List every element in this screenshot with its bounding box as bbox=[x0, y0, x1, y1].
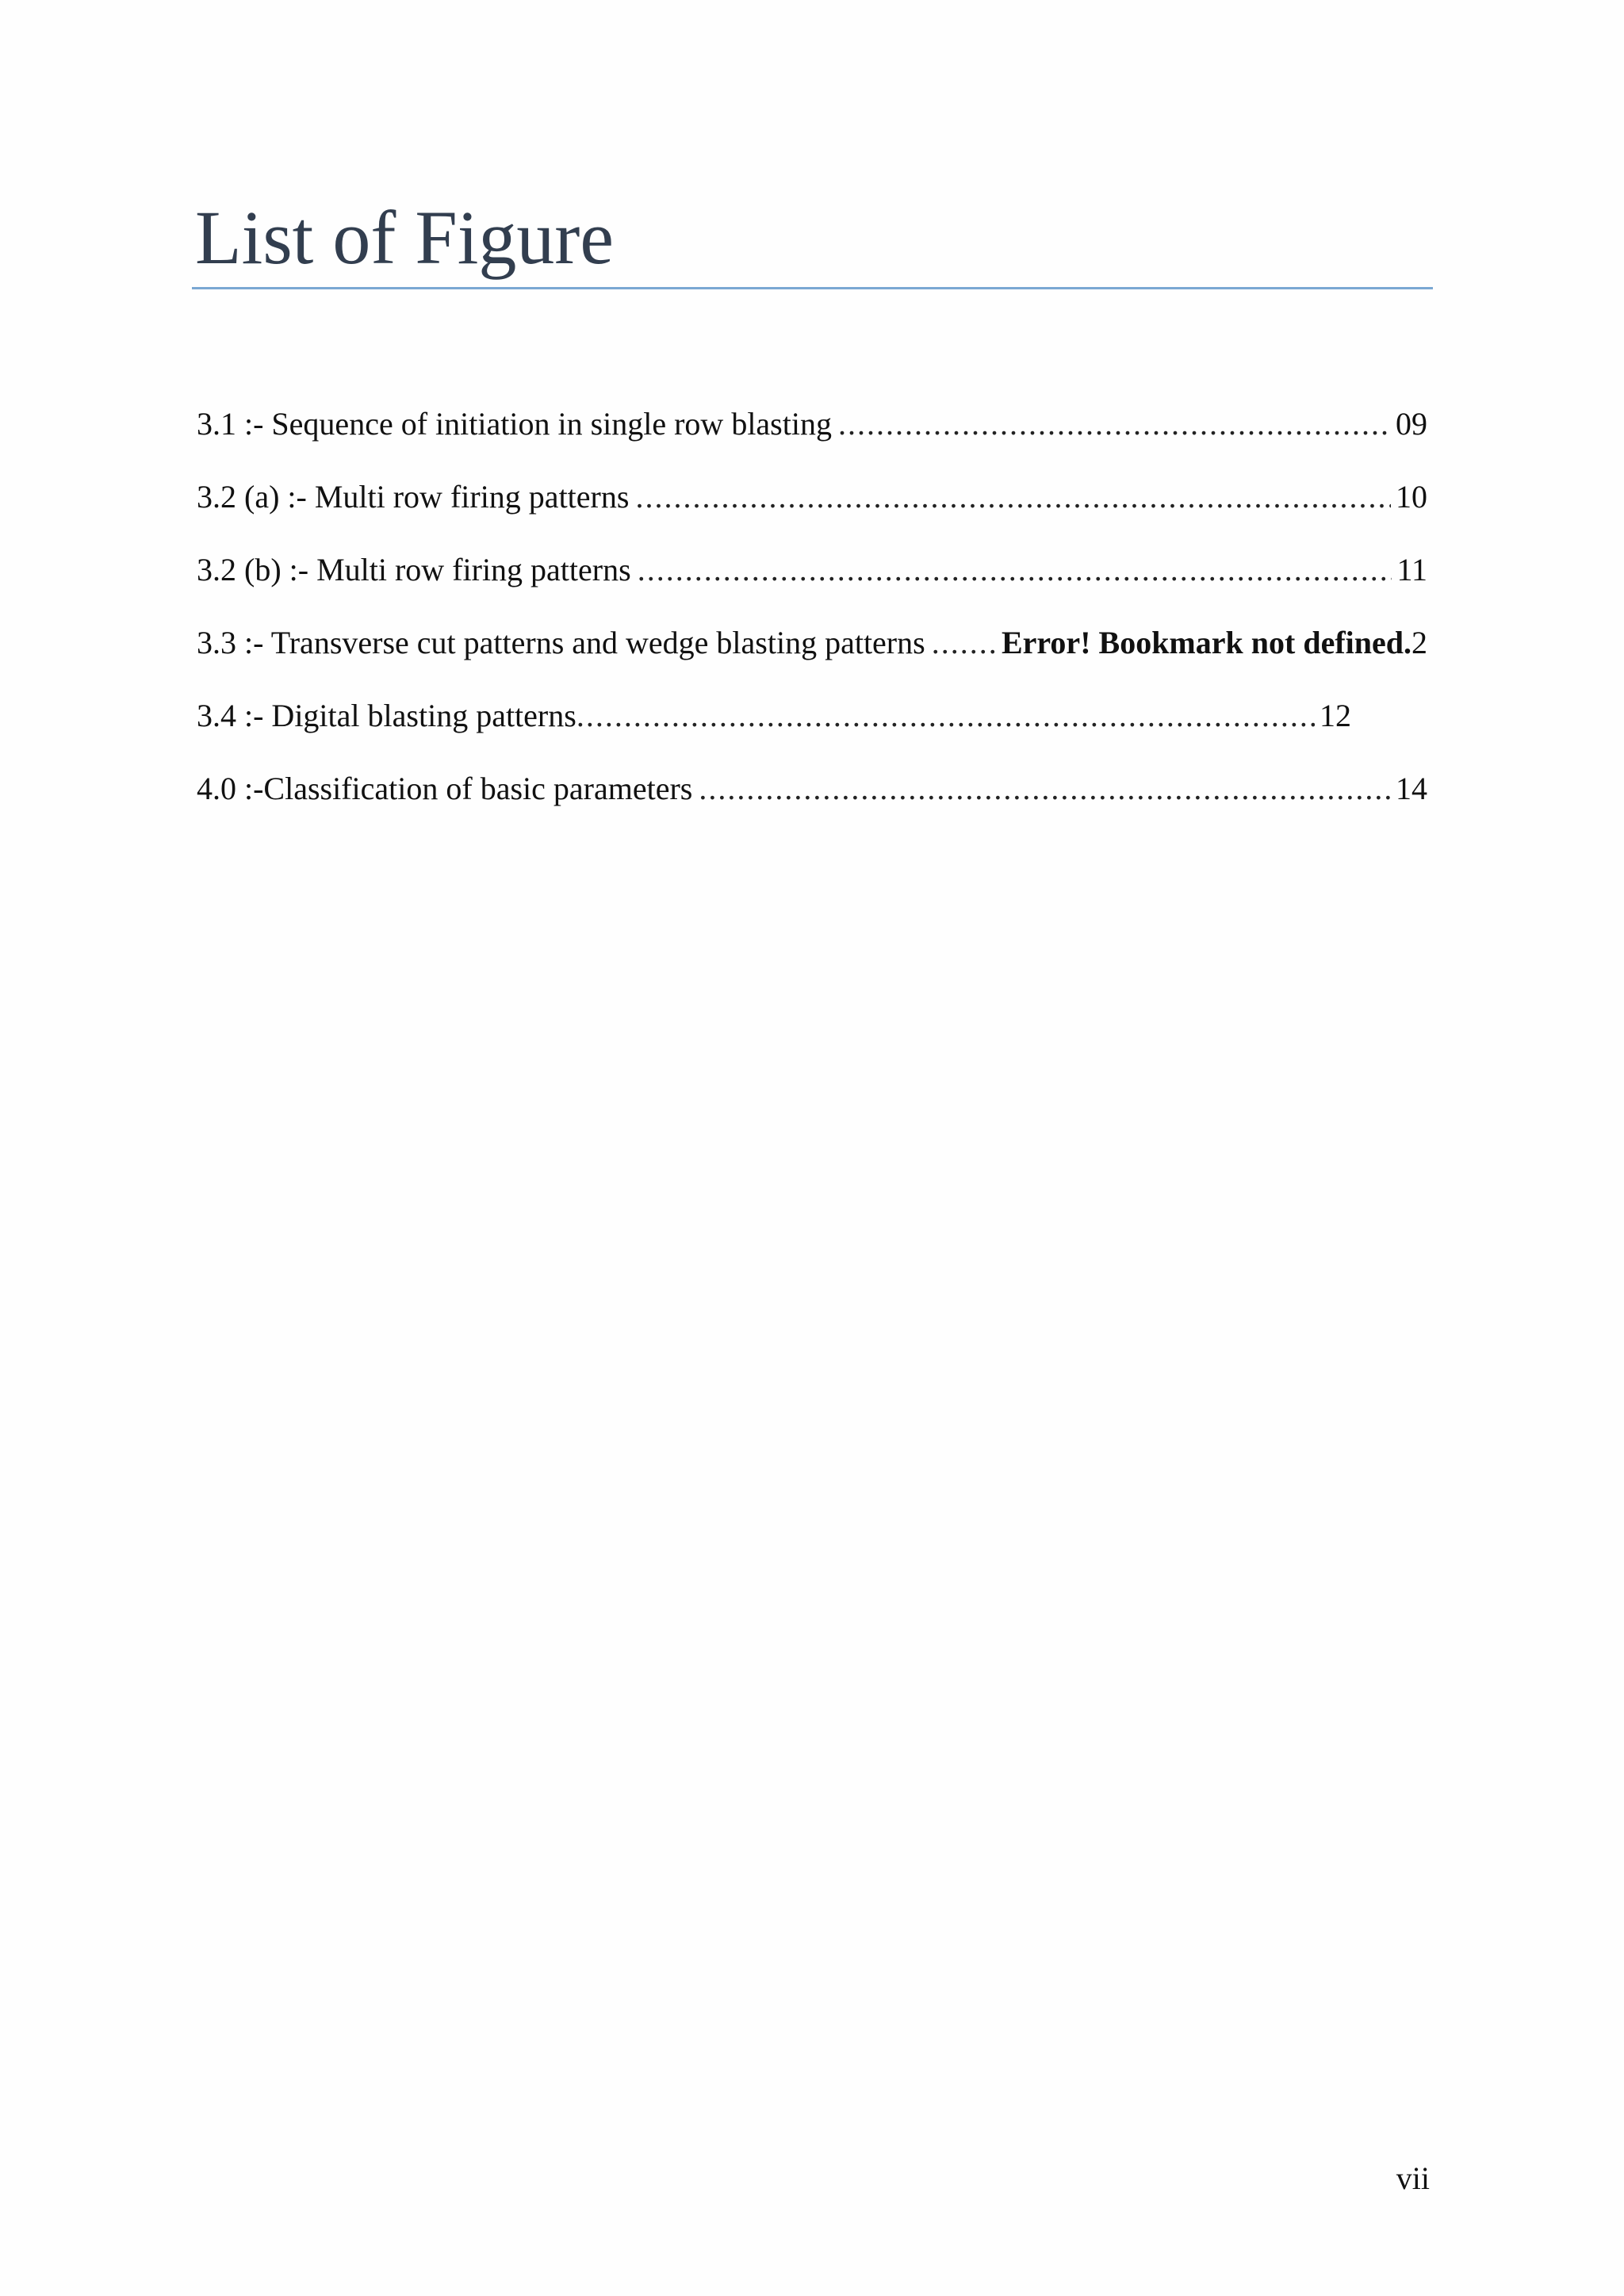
toc-entry-3-3[interactable] bbox=[197, 615, 1427, 688]
toc-entry-page: 11 bbox=[1396, 552, 1427, 587]
toc-entry-label: 3.2 (a) :- Multi row firing patterns bbox=[197, 479, 630, 515]
toc-entry-label: 3.1 :- Sequence of initiation in single row blasting bbox=[197, 406, 832, 442]
toc-entry-page: 10 bbox=[1396, 479, 1427, 515]
toc-entry-page: 09 bbox=[1396, 406, 1427, 442]
toc-entry-3-2b[interactable] bbox=[197, 542, 1427, 615]
dot-leader bbox=[838, 396, 1391, 452]
page-title: List of Figure bbox=[195, 195, 614, 280]
bookmark-error-text: Error! Bookmark not defined. bbox=[1001, 625, 1411, 660]
dot-leader bbox=[932, 615, 997, 671]
title-underline bbox=[192, 287, 1433, 289]
toc-entry-label: 3.3 :- Transverse cut patterns and wedge blasting patterns bbox=[197, 625, 925, 660]
toc-entry-page: 2 bbox=[1411, 625, 1427, 660]
toc-entry-3-1[interactable] bbox=[197, 396, 1427, 469]
dot-leader bbox=[699, 761, 1391, 817]
dot-leader bbox=[638, 542, 1392, 598]
toc-entry-page: 12 bbox=[1320, 698, 1351, 733]
toc-entry-3-2a[interactable] bbox=[197, 469, 1427, 542]
page-number: vii bbox=[1396, 2160, 1430, 2196]
toc-entry-page: 14 bbox=[1396, 771, 1427, 806]
dot-leader bbox=[635, 469, 1391, 525]
dot-leader bbox=[576, 688, 1315, 744]
toc-entry-label: 3.4 :- Digital blasting patterns bbox=[197, 698, 576, 733]
toc-entry-3-4[interactable] bbox=[197, 688, 1351, 761]
toc-entry-label: 3.2 (b) :- Multi row firing patterns bbox=[197, 552, 631, 587]
figure-list bbox=[197, 396, 1427, 834]
toc-entry-label: 4.0 :-Classification of basic parameters bbox=[197, 771, 693, 806]
toc-entry-4-0[interactable] bbox=[197, 761, 1427, 834]
